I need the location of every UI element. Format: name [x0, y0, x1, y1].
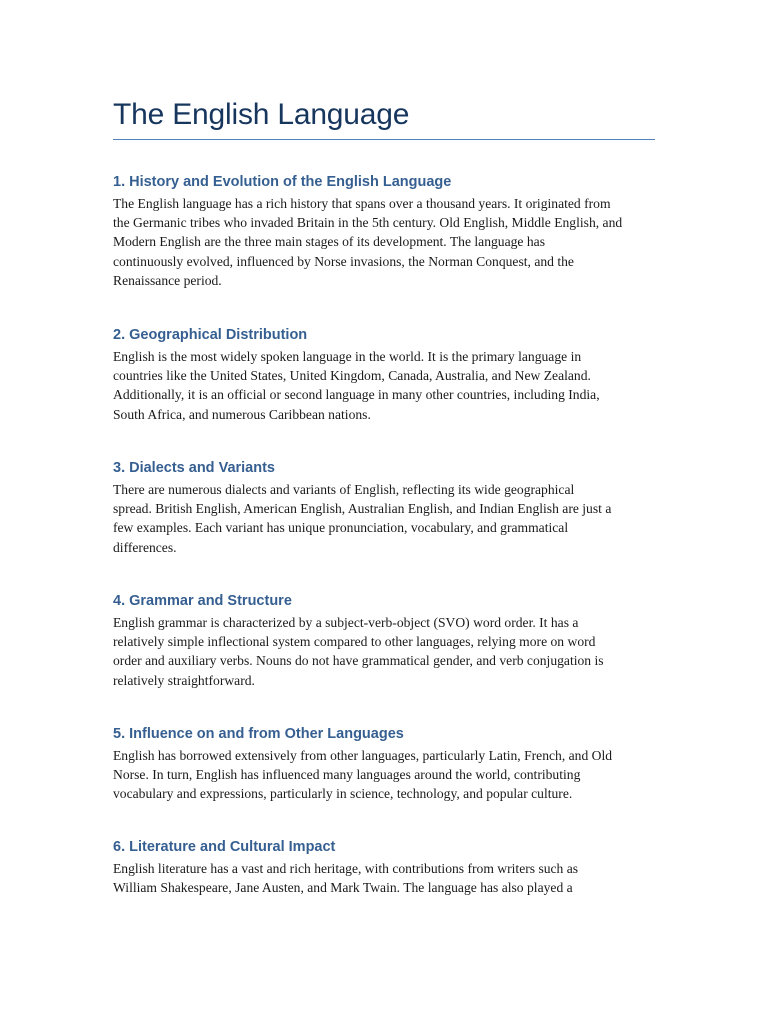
document-page [113, 0, 655, 896]
body-line: Modern English are the three main stages of its development. The language has [113, 234, 545, 250]
body-line: The English language has a rich history that spans over a thousand years. It originated from [113, 196, 611, 211]
section-heading: 6. Literature and Cultural Impact [113, 839, 336, 855]
body-line: Norse. In turn, English has influenced many languages around the world, contributing [113, 767, 581, 783]
body-line: spread. British English, American English, Australian English, and Indian English are just a [113, 501, 612, 517]
section-body [113, 859, 655, 897]
section-body [113, 613, 655, 690]
body-line: South Africa, and numerous Caribbean nations. [113, 406, 371, 422]
body-line: order and auxiliary verbs. Nouns do not have grammatical gender, and verb conjugation is [113, 653, 604, 669]
section-body [113, 480, 655, 557]
section-geography [113, 325, 655, 424]
body-line: There are numerous dialects and variants of English, reflecting its wide geographical [113, 482, 575, 497]
section-body [113, 347, 655, 424]
body-line: English grammar is characterized by a subject-verb-object (SVO) word order. It has a [113, 615, 579, 630]
body-line: countries like the United States, United Kingdom, Canada, Australia, and New Zealand. [113, 368, 591, 384]
body-line: relatively straightforward. [113, 672, 255, 688]
body-line: English literature has a vast and rich heritage, with contributions from writers such as [113, 861, 579, 876]
body-line: few examples. Each variant has unique pronunciation, vocabulary, and grammatical [113, 520, 569, 536]
body-line: William Shakespeare, Jane Austen, and Mark Twain. The language has also played a [113, 880, 573, 896]
body-line: Additionally, it is an official or second language in many other countries, including India, [113, 387, 600, 403]
section-literature [113, 837, 655, 897]
section-heading: 1. History and Evolution of the English Language [113, 174, 452, 190]
body-line: continuously evolved, influenced by Norse invasions, the Norman Conquest, and the [113, 253, 574, 269]
section-heading: 4. Grammar and Structure [113, 593, 292, 609]
section-influence [113, 724, 655, 804]
section-grammar [113, 591, 655, 690]
section-heading: 3. Dialects and Variants [113, 460, 275, 476]
body-line: Renaissance period. [113, 272, 222, 288]
section-body [113, 746, 655, 804]
section-history [113, 172, 655, 290]
body-line: English is the most widely spoken language in the world. It is the primary language in [113, 349, 582, 364]
body-line: differences. [113, 539, 177, 555]
title-underline [113, 139, 655, 140]
body-line: English has borrowed extensively from other languages, particularly Latin, French, and Old [113, 748, 613, 763]
body-line: the Germanic tribes who invaded Britain in the 5th century. Old English, Middle English, and [113, 215, 623, 231]
section-dialects [113, 458, 655, 557]
section-body [113, 194, 655, 290]
document-title: The English Language [113, 98, 410, 131]
body-line: relatively simple inflectional system compared to other languages, relying more on word [113, 634, 596, 650]
body-line: vocabulary and expressions, particularly in science, technology, and popular culture. [113, 786, 573, 802]
section-heading: 5. Influence on and from Other Languages [113, 726, 404, 742]
section-heading: 2. Geographical Distribution [113, 327, 308, 343]
